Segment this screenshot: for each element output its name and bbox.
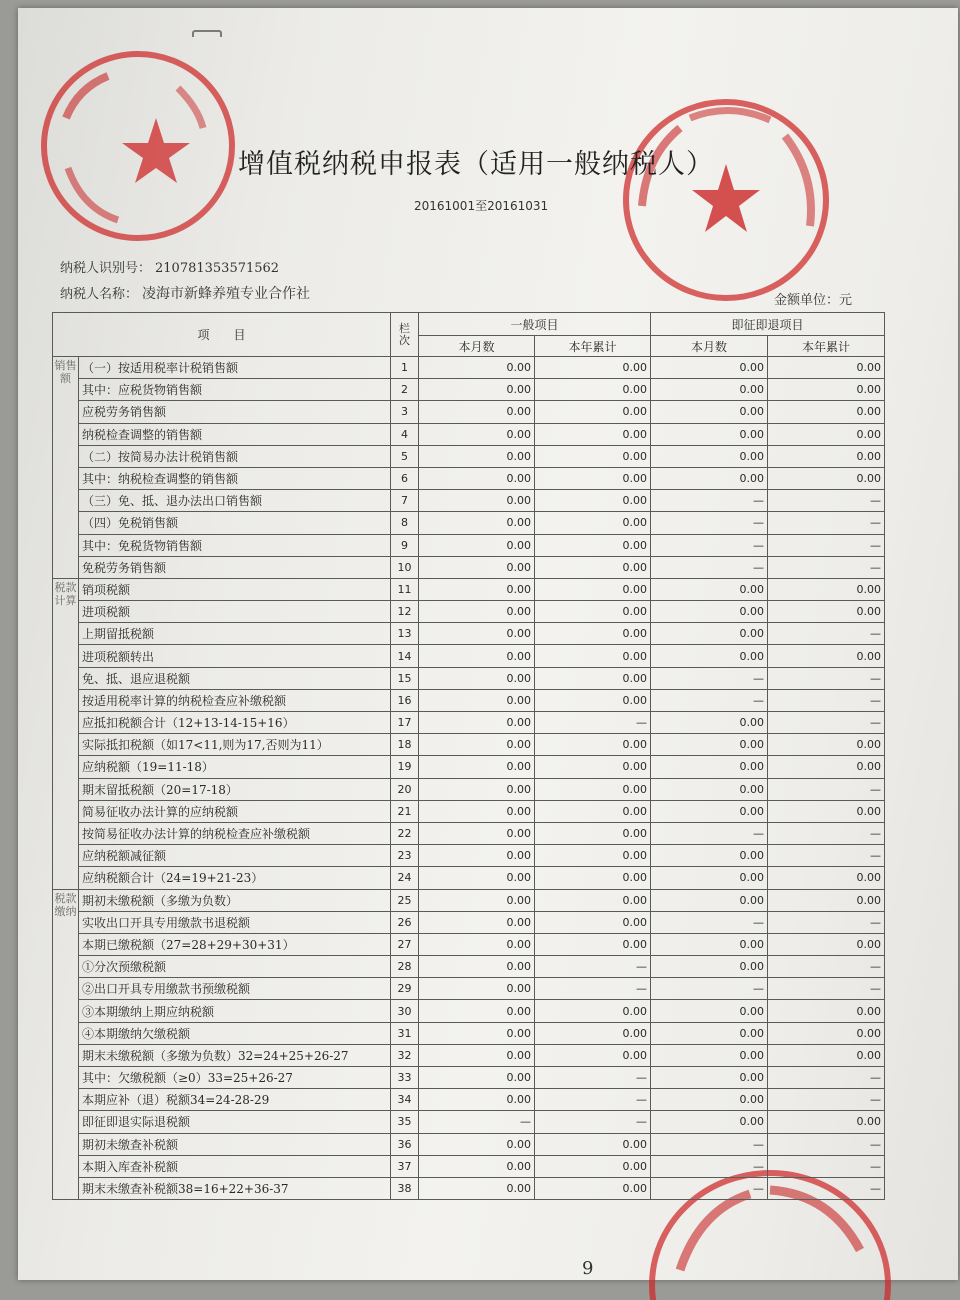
table-row: [53, 645, 885, 667]
row-label: 纳税检查调整的销售额: [79, 423, 391, 445]
cell-immediate-ytd: 0.00: [768, 379, 885, 401]
cell-immediate-month: 0.00: [651, 1022, 768, 1044]
cell-immediate-month: 0.00: [651, 734, 768, 756]
cell-immediate-ytd: —: [768, 778, 885, 800]
cell-general-month: 0.00: [419, 423, 535, 445]
taxpayer-id-value: 210781353571562: [155, 261, 280, 276]
header-immediate-ytd: 本年累计: [768, 336, 885, 357]
cell-general-ytd: 0.00: [535, 534, 651, 556]
row-label: 销项税额: [79, 578, 391, 600]
cell-immediate-month: —: [651, 534, 768, 556]
row-label: 其中：免税货物销售额: [79, 534, 391, 556]
cell-general-month: 0.00: [419, 623, 535, 645]
cell-immediate-ytd: 0.00: [768, 645, 885, 667]
amount-unit: 金额单位：元: [774, 293, 853, 308]
row-number: 26: [391, 911, 419, 933]
row-number: 8: [391, 512, 419, 534]
cell-general-month: 0.00: [419, 601, 535, 623]
row-number: 11: [391, 578, 419, 600]
row-number: 34: [391, 1089, 419, 1111]
tax-period: 20161001至20161031: [414, 199, 549, 213]
cell-general-month: 0.00: [419, 1155, 535, 1177]
cell-general-ytd: 0.00: [535, 822, 651, 844]
row-label: 本期入库查补税额: [79, 1155, 391, 1177]
table-row: [53, 1111, 885, 1133]
row-number: 18: [391, 734, 419, 756]
cell-general-month: 0.00: [419, 1067, 535, 1089]
cell-immediate-month: —: [651, 667, 768, 689]
table-row: [53, 1044, 885, 1066]
row-number: 14: [391, 645, 419, 667]
row-number: 9: [391, 534, 419, 556]
row-label: 上期留抵税额: [79, 623, 391, 645]
row-number: 2: [391, 379, 419, 401]
cell-general-ytd: 0.00: [535, 556, 651, 578]
cell-immediate-ytd: —: [768, 822, 885, 844]
cell-general-month: 0.00: [419, 867, 535, 889]
cell-general-ytd: 0.00: [535, 512, 651, 534]
table-row: [53, 734, 885, 756]
cell-general-ytd: 0.00: [535, 623, 651, 645]
cell-general-month: 0.00: [419, 667, 535, 689]
row-label: 进项税额转出: [79, 645, 391, 667]
cell-general-ytd: —: [535, 956, 651, 978]
row-label: 进项税额: [79, 601, 391, 623]
taxpayer-id-label: 纳税人识别号：: [60, 261, 152, 276]
table-row: [53, 1089, 885, 1111]
table-row: [53, 1155, 885, 1177]
row-number: 13: [391, 623, 419, 645]
row-number: 21: [391, 800, 419, 822]
table-row: [53, 423, 885, 445]
cell-immediate-month: —: [651, 512, 768, 534]
row-label: 其中：欠缴税额（≥0）33=25+26-27: [79, 1067, 391, 1089]
table-row: [53, 601, 885, 623]
cell-general-ytd: 0.00: [535, 1177, 651, 1199]
table-row: [53, 401, 885, 423]
cell-general-ytd: —: [535, 1089, 651, 1111]
taxpayer-name-line: [60, 283, 310, 303]
cell-general-ytd: —: [535, 978, 651, 1000]
row-label: 应纳税额合计（24=19+21-23）: [79, 867, 391, 889]
row-number: 23: [391, 845, 419, 867]
table-row: [53, 1177, 885, 1199]
row-label: 本期已缴税额（27=28+29+30+31）: [79, 933, 391, 955]
row-label: 期初未缴税额（多缴为负数）: [79, 889, 391, 911]
cell-immediate-month: 0.00: [651, 889, 768, 911]
table-row: [53, 933, 885, 955]
header-general: 一般项目: [419, 313, 651, 336]
cell-general-ytd: 0.00: [535, 401, 651, 423]
cell-general-ytd: 0.00: [535, 1000, 651, 1022]
cell-immediate-ytd: —: [768, 623, 885, 645]
cell-general-ytd: 0.00: [535, 379, 651, 401]
cell-general-ytd: 0.00: [535, 445, 651, 467]
cell-general-month: 0.00: [419, 445, 535, 467]
cell-general-month: 0.00: [419, 645, 535, 667]
table-row: [53, 689, 885, 711]
cell-general-month: 0.00: [419, 556, 535, 578]
section-label: 税款缴纳: [53, 889, 79, 1200]
cell-immediate-month: 0.00: [651, 401, 768, 423]
cell-immediate-month: 0.00: [651, 645, 768, 667]
cell-general-ytd: —: [535, 1067, 651, 1089]
cell-general-ytd: 0.00: [535, 1155, 651, 1177]
cell-immediate-ytd: —: [768, 689, 885, 711]
cell-general-ytd: 0.00: [535, 756, 651, 778]
cell-general-month: 0.00: [419, 1044, 535, 1066]
table-row: [53, 1067, 885, 1089]
row-label: 期初未缴查补税额: [79, 1133, 391, 1155]
cell-general-month: 0.00: [419, 778, 535, 800]
row-number: 15: [391, 667, 419, 689]
table-body: [53, 357, 885, 1200]
row-label: 简易征收办法计算的应纳税额: [79, 800, 391, 822]
table-row: [53, 712, 885, 734]
cell-general-ytd: 0.00: [535, 778, 651, 800]
row-number: 33: [391, 1067, 419, 1089]
table-row: [53, 1000, 885, 1022]
row-label: 实际抵扣税额（如17<11,则为17,否则为11）: [79, 734, 391, 756]
cell-general-month: 0.00: [419, 1133, 535, 1155]
cell-immediate-ytd: —: [768, 534, 885, 556]
cell-immediate-month: 0.00: [651, 756, 768, 778]
row-number: 30: [391, 1000, 419, 1022]
row-number: 24: [391, 867, 419, 889]
cell-immediate-month: 0.00: [651, 956, 768, 978]
cell-general-month: 0.00: [419, 712, 535, 734]
cell-general-month: 0.00: [419, 534, 535, 556]
cell-general-ytd: 0.00: [535, 1022, 651, 1044]
cell-immediate-month: 0.00: [651, 445, 768, 467]
cell-immediate-ytd: 0.00: [768, 578, 885, 600]
row-number: 25: [391, 889, 419, 911]
row-number: 17: [391, 712, 419, 734]
cell-general-month: 0.00: [419, 490, 535, 512]
table-row: [53, 822, 885, 844]
cell-immediate-month: —: [651, 911, 768, 933]
cell-immediate-ytd: 0.00: [768, 1111, 885, 1133]
cell-immediate-month: 0.00: [651, 845, 768, 867]
cell-immediate-month: 0.00: [651, 601, 768, 623]
cell-immediate-ytd: —: [768, 1133, 885, 1155]
cell-immediate-month: 0.00: [651, 1044, 768, 1066]
cell-general-ytd: 0.00: [535, 845, 651, 867]
row-number: 32: [391, 1044, 419, 1066]
row-label: ③本期缴纳上期应纳税额: [79, 1000, 391, 1022]
cell-immediate-ytd: 0.00: [768, 357, 885, 379]
seal-stamp-top-left: [38, 48, 238, 244]
cell-general-month: 0.00: [419, 512, 535, 534]
row-label: （三）免、抵、退办法出口销售额: [79, 490, 391, 512]
cell-general-month: 0.00: [419, 734, 535, 756]
cell-general-ytd: 0.00: [535, 867, 651, 889]
cell-immediate-ytd: —: [768, 911, 885, 933]
row-label: （二）按简易办法计税销售额: [79, 445, 391, 467]
cell-immediate-ytd: 0.00: [768, 1022, 885, 1044]
row-label: ②出口开具专用缴款书预缴税额: [79, 978, 391, 1000]
cell-general-month: 0.00: [419, 578, 535, 600]
row-number: 16: [391, 689, 419, 711]
cell-immediate-ytd: —: [768, 556, 885, 578]
row-label: （四）免税销售额: [79, 512, 391, 534]
cell-general-month: 0.00: [419, 467, 535, 489]
cell-immediate-ytd: 0.00: [768, 1044, 885, 1066]
cell-immediate-ytd: 0.00: [768, 933, 885, 955]
cell-immediate-ytd: —: [768, 1177, 885, 1199]
header-general-ytd: 本年累计: [535, 336, 651, 357]
cell-immediate-month: 0.00: [651, 933, 768, 955]
cell-general-ytd: 0.00: [535, 933, 651, 955]
cell-general-month: 0.00: [419, 1000, 535, 1022]
table-row: [53, 778, 885, 800]
row-label: 即征即退实际退税额: [79, 1111, 391, 1133]
cell-general-ytd: 0.00: [535, 645, 651, 667]
cell-general-ytd: 0.00: [535, 578, 651, 600]
cell-general-month: 0.00: [419, 956, 535, 978]
cell-immediate-ytd: —: [768, 845, 885, 867]
cell-general-month: 0.00: [419, 800, 535, 822]
table-row: [53, 534, 885, 556]
cell-general-month: 0.00: [419, 689, 535, 711]
row-number: 1: [391, 357, 419, 379]
cell-immediate-month: 0.00: [651, 867, 768, 889]
cell-general-ytd: 0.00: [535, 357, 651, 379]
cell-immediate-ytd: 0.00: [768, 423, 885, 445]
row-number: 22: [391, 822, 419, 844]
cell-immediate-ytd: —: [768, 1089, 885, 1111]
row-number: 7: [391, 490, 419, 512]
cell-immediate-ytd: 0.00: [768, 756, 885, 778]
cell-general-month: 0.00: [419, 845, 535, 867]
header-row-number: 栏次: [391, 313, 419, 357]
cell-immediate-ytd: 0.00: [768, 734, 885, 756]
table-row: [53, 578, 885, 600]
cell-general-ytd: —: [535, 712, 651, 734]
cell-immediate-ytd: 0.00: [768, 445, 885, 467]
header-immediate-month: 本月数: [651, 336, 768, 357]
row-number: 31: [391, 1022, 419, 1044]
row-label: ①分次预缴税额: [79, 956, 391, 978]
cell-general-month: 0.00: [419, 1022, 535, 1044]
cell-immediate-month: 0.00: [651, 1111, 768, 1133]
taxpayer-name-value: 凌海市新蜂养殖专业合作社: [142, 286, 311, 302]
row-number: 5: [391, 445, 419, 467]
row-number: 3: [391, 401, 419, 423]
cell-general-ytd: 0.00: [535, 490, 651, 512]
row-label: 按简易征收办法计算的纳税检查应补缴税额: [79, 822, 391, 844]
row-label: 免、抵、退应退税额: [79, 667, 391, 689]
table-row: [53, 379, 885, 401]
table-row: [53, 357, 885, 379]
header-immediate-refund: 即征即退项目: [651, 313, 885, 336]
cell-immediate-month: 0.00: [651, 712, 768, 734]
cell-immediate-ytd: —: [768, 1155, 885, 1177]
row-label: （一）按适用税率计税销售额: [79, 357, 391, 379]
cell-general-month: 0.00: [419, 1177, 535, 1199]
cell-general-ytd: 0.00: [535, 1044, 651, 1066]
cell-immediate-ytd: 0.00: [768, 467, 885, 489]
cell-general-ytd: 0.00: [535, 734, 651, 756]
section-label: 税款计算: [53, 578, 79, 889]
cell-general-month: 0.00: [419, 822, 535, 844]
cell-general-month: 0.00: [419, 401, 535, 423]
cell-immediate-month: 0.00: [651, 357, 768, 379]
cell-general-ytd: —: [535, 1111, 651, 1133]
taxpayer-name-label: 纳税人名称：: [60, 287, 139, 302]
table-row: [53, 512, 885, 534]
table-row: [53, 445, 885, 467]
cell-general-ytd: 0.00: [535, 800, 651, 822]
cell-immediate-month: —: [651, 689, 768, 711]
cell-immediate-month: 0.00: [651, 1067, 768, 1089]
row-number: 35: [391, 1111, 419, 1133]
cell-general-month: —: [419, 1111, 535, 1133]
row-label: 其中：纳税检查调整的销售额: [79, 467, 391, 489]
cell-immediate-ytd: —: [768, 956, 885, 978]
form-title: 增值税纳税申报表（适用一般纳税人）: [238, 149, 714, 180]
cell-general-month: 0.00: [419, 756, 535, 778]
cell-general-ytd: 0.00: [535, 889, 651, 911]
row-label: 应纳税额减征额: [79, 845, 391, 867]
table-row: [53, 911, 885, 933]
cell-immediate-month: 0.00: [651, 423, 768, 445]
row-number: 28: [391, 956, 419, 978]
table-row: [53, 490, 885, 512]
cell-general-month: 0.00: [419, 933, 535, 955]
header-item: 项 目: [53, 313, 391, 357]
table-row: [53, 467, 885, 489]
cell-immediate-month: 0.00: [651, 467, 768, 489]
cell-immediate-ytd: —: [768, 512, 885, 534]
cell-immediate-ytd: —: [768, 712, 885, 734]
cell-immediate-month: —: [651, 1155, 768, 1177]
table-row: [53, 667, 885, 689]
cell-immediate-month: 0.00: [651, 800, 768, 822]
row-number: 36: [391, 1133, 419, 1155]
cell-immediate-month: 0.00: [651, 1000, 768, 1022]
cell-immediate-ytd: 0.00: [768, 800, 885, 822]
cell-immediate-ytd: —: [768, 490, 885, 512]
row-number: 20: [391, 778, 419, 800]
row-number: 38: [391, 1177, 419, 1199]
vat-return-table: [52, 312, 885, 1200]
cell-immediate-month: 0.00: [651, 1089, 768, 1111]
cell-general-month: 0.00: [419, 379, 535, 401]
row-label: 应纳税额（19=11-18）: [79, 756, 391, 778]
cell-immediate-month: —: [651, 822, 768, 844]
table-row: [53, 845, 885, 867]
table-row: [53, 956, 885, 978]
row-label: ④本期缴纳欠缴税额: [79, 1022, 391, 1044]
cell-immediate-ytd: 0.00: [768, 1000, 885, 1022]
table-row: [53, 556, 885, 578]
cell-immediate-month: 0.00: [651, 778, 768, 800]
row-number: 10: [391, 556, 419, 578]
table-row: [53, 800, 885, 822]
cell-general-ytd: 0.00: [535, 423, 651, 445]
table-row: [53, 978, 885, 1000]
cell-general-ytd: 0.00: [535, 1133, 651, 1155]
row-label: 其中：应税货物销售额: [79, 379, 391, 401]
row-number: 19: [391, 756, 419, 778]
row-number: 4: [391, 423, 419, 445]
row-label: 应税劳务销售额: [79, 401, 391, 423]
cell-immediate-ytd: 0.00: [768, 867, 885, 889]
cell-immediate-month: —: [651, 978, 768, 1000]
cell-immediate-month: —: [651, 1133, 768, 1155]
cell-immediate-ytd: 0.00: [768, 889, 885, 911]
table-row: [53, 623, 885, 645]
table-row: [53, 1022, 885, 1044]
cell-immediate-ytd: 0.00: [768, 401, 885, 423]
row-label: 实收出口开具专用缴款书退税额: [79, 911, 391, 933]
cell-immediate-ytd: —: [768, 978, 885, 1000]
row-number: 12: [391, 601, 419, 623]
row-number: 6: [391, 467, 419, 489]
row-label: 应抵扣税额合计（12+13-14-15+16）: [79, 712, 391, 734]
cell-general-month: 0.00: [419, 889, 535, 911]
cell-general-ytd: 0.00: [535, 601, 651, 623]
table-row: [53, 867, 885, 889]
table-row: [53, 756, 885, 778]
cell-immediate-month: 0.00: [651, 578, 768, 600]
row-label: 期末未缴查补税额38=16+22+36-37: [79, 1177, 391, 1199]
section-label: 销售额: [53, 357, 79, 579]
cell-general-ytd: 0.00: [535, 911, 651, 933]
row-label: 期末未缴税额（多缴为负数）32=24+25+26-27: [79, 1044, 391, 1066]
cell-immediate-month: 0.00: [651, 623, 768, 645]
cell-general-month: 0.00: [419, 911, 535, 933]
row-label: 期末留抵税额（20=17-18）: [79, 778, 391, 800]
taxpayer-id-line: [60, 257, 279, 276]
row-number: 37: [391, 1155, 419, 1177]
cell-general-month: 0.00: [419, 978, 535, 1000]
cell-immediate-month: 0.00: [651, 379, 768, 401]
seal-stamp-top-right: [620, 96, 832, 304]
cell-immediate-month: —: [651, 490, 768, 512]
header-general-month: 本月数: [419, 336, 535, 357]
row-number: 29: [391, 978, 419, 1000]
staple: [192, 30, 222, 37]
cell-immediate-ytd: —: [768, 667, 885, 689]
cell-immediate-ytd: —: [768, 1067, 885, 1089]
cell-immediate-ytd: 0.00: [768, 601, 885, 623]
table-row: [53, 889, 885, 911]
row-label: 免税劳务销售额: [79, 556, 391, 578]
cell-general-month: 0.00: [419, 1089, 535, 1111]
cell-general-ytd: 0.00: [535, 467, 651, 489]
cell-general-month: 0.00: [419, 357, 535, 379]
table-row: [53, 1133, 885, 1155]
cell-immediate-month: —: [651, 1177, 768, 1199]
cell-immediate-month: —: [651, 556, 768, 578]
cell-general-ytd: 0.00: [535, 689, 651, 711]
row-number: 27: [391, 933, 419, 955]
row-label: 本期应补（退）税额34=24-28-29: [79, 1089, 391, 1111]
page-number: 9: [582, 1258, 594, 1279]
row-label: 按适用税率计算的纳税检查应补缴税额: [79, 689, 391, 711]
cell-general-ytd: 0.00: [535, 667, 651, 689]
